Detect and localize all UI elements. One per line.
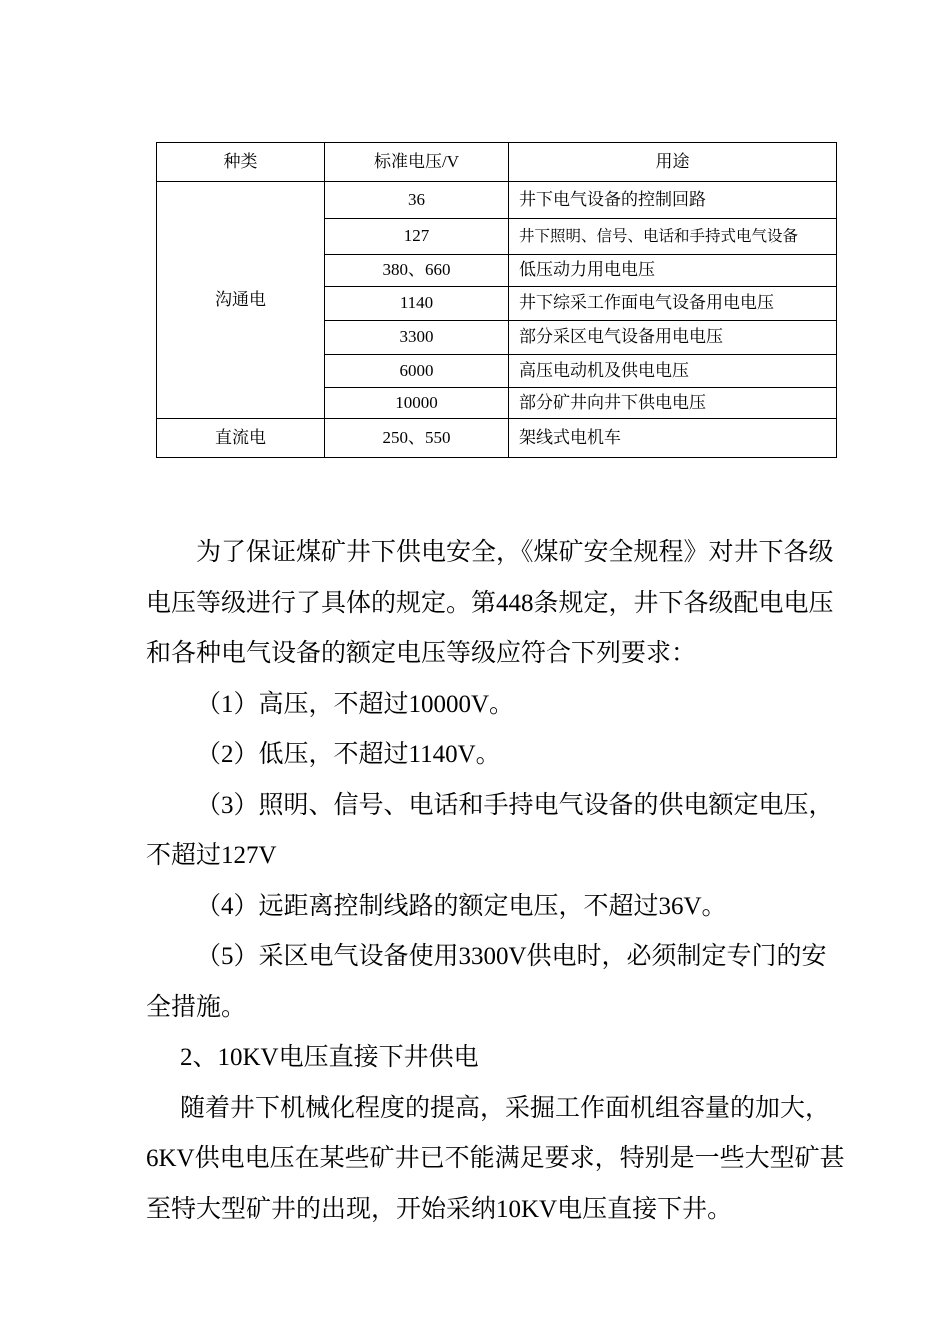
header-voltage: 标准电压/V — [325, 143, 509, 182]
list-item: （4）远距离控制线路的额定电压，不超过36V。 — [196, 892, 727, 920]
list-item: （5）采区电气设备使用3300V供电时，必须制定专门的安全措施。 — [146, 943, 827, 1021]
usage-cell: 低压动力用电电压 — [509, 255, 837, 287]
paragraph-regulation-intro: 为了保证煤矿井下供电安全，《煤矿安全规程》对井下各级电压等级进行了具体的规定。第448条规定，井下各级配电电压和各种电气设备的额定电压等级应符合下列要求： — [146, 539, 834, 667]
list-item: （3）照明、信号、电话和手持电气设备的供电额定电压，不超过127V — [146, 791, 834, 869]
usage-cell: 井下综采工作面电气设备用电电压 — [509, 287, 837, 321]
voltage-standard-table — [156, 142, 837, 458]
voltage-cell: 127 — [325, 219, 509, 255]
voltage-cell: 250、550 — [325, 419, 509, 458]
usage-cell: 高压电动机及供电电压 — [509, 355, 837, 388]
voltage-cell: 3300 — [325, 321, 509, 355]
category-ac: 沟通电 — [157, 182, 325, 419]
usage-cell: 架线式电机车 — [509, 419, 837, 458]
voltage-cell: 380、660 — [325, 255, 509, 287]
voltage-cell: 1140 — [325, 287, 509, 321]
table-row — [157, 419, 837, 458]
list-item: （1）高压，不超过10000V。 — [196, 690, 515, 718]
paragraph-10kv: 随着井下机械化程度的提高，采掘工作面机组容量的加大，6KV供电电压在某些矿井已不能满足要求，特别是一些大型矿甚至特大型矿井的出现，开始采纳10KV电压直接下井。 — [146, 1094, 845, 1223]
usage-cell: 部分采区电气设备用电电压 — [509, 321, 837, 355]
body-text — [146, 528, 846, 1235]
category-dc: 直流电 — [157, 419, 325, 458]
table-row — [157, 182, 837, 219]
header-usage: 用途 — [509, 143, 837, 182]
voltage-cell: 6000 — [325, 355, 509, 388]
voltage-cell: 10000 — [325, 388, 509, 419]
usage-cell: 井下照明、信号、电话和手持式电气设备 — [509, 219, 837, 255]
usage-cell: 部分矿井向井下供电电压 — [509, 388, 837, 419]
section-heading: 2、10KV电压直接下井供电 — [180, 1044, 479, 1071]
table-header-row — [157, 143, 837, 182]
usage-cell: 井下电气设备的控制回路 — [509, 182, 837, 219]
voltage-cell: 36 — [325, 182, 509, 219]
header-category: 种类 — [157, 143, 325, 182]
list-item: （2）低压，不超过1140V。 — [196, 741, 501, 768]
